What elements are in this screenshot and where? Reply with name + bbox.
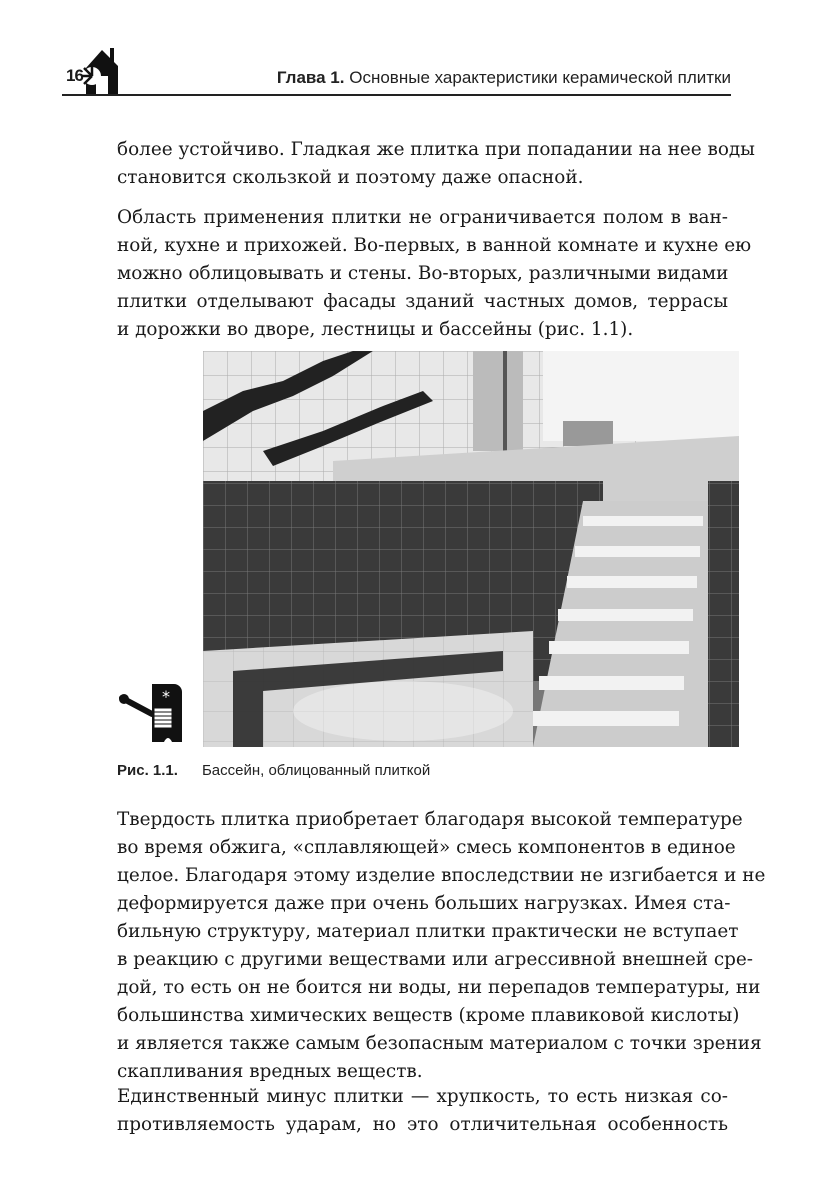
figure-caption-text: Бассейн, облицованный плиткой [201, 762, 431, 779]
house-logo-icon [80, 46, 120, 94]
text-line: деформируется даже при очень больших нагрузках. Имея ста- [117, 893, 731, 914]
chapter-heading [277, 68, 731, 88]
text-line: противляемость ударам, но это отличительная особенность [117, 1114, 728, 1135]
text-line: скапливания вредных веществ. [117, 1061, 423, 1082]
text-line: становится скользкой и поэтому даже опасной. [117, 167, 584, 188]
paragraph-4 [117, 1083, 728, 1139]
text-line: Область применения плитки не ограничивается полом в ван- [117, 207, 728, 228]
text-line: и дорожки во дворе, лестницы и бассейны (рис. 1.1). [117, 319, 634, 340]
text-line: более устойчиво. Гладкая же плитка при попадании на нее воды [117, 139, 755, 160]
paragraph-1 [117, 136, 755, 192]
text-line: в реакцию с другими веществами или агрессивной внешней сре- [117, 949, 753, 970]
text-line: большинства химических веществ (кроме плавиковой кислоты) [117, 1005, 740, 1026]
pool-photo [203, 351, 739, 747]
svg-text:*: * [162, 687, 170, 706]
text-line: плитки отделывают фасады зданий частных домов, террасы [117, 291, 728, 312]
text-line: бильную структуру, материал плитки практически не вступает [117, 921, 739, 942]
text-line: дой, то есть он не боится ни воды, ни перепадов температуры, ни [117, 977, 761, 998]
paragraph-2 [117, 204, 752, 344]
figure-caption [117, 762, 430, 779]
figure-label: Рис. 1.1. [117, 762, 178, 779]
running-header [62, 52, 731, 96]
text-line: Твердость плитка приобретает благодаря высокой температуре [117, 809, 743, 830]
chapter-label: Глава 1. [276, 68, 345, 87]
text-line: и является также самым безопасным материалом с точки зрения [117, 1033, 762, 1054]
paragraph-3 [117, 806, 766, 1086]
text-line: во время обжига, «сплавляющей» смесь компонентов в единое [117, 837, 736, 858]
chapter-title: Основные характеристики керамической плитки [349, 68, 731, 87]
brush-icon [118, 684, 188, 742]
text-line: ной, кухне и прихожей. Во-первых, в ванной комнате и кухне ею [117, 235, 752, 256]
text-line: Единственный минус плитки — хрупкость, то есть низкая со- [117, 1086, 728, 1107]
text-line: можно облицовывать и стены. Во-вторых, различными видами [117, 263, 729, 284]
page-number: 16 [66, 66, 83, 85]
text-line: целое. Благодаря этому изделие впоследствии не изгибается и не [117, 865, 766, 886]
